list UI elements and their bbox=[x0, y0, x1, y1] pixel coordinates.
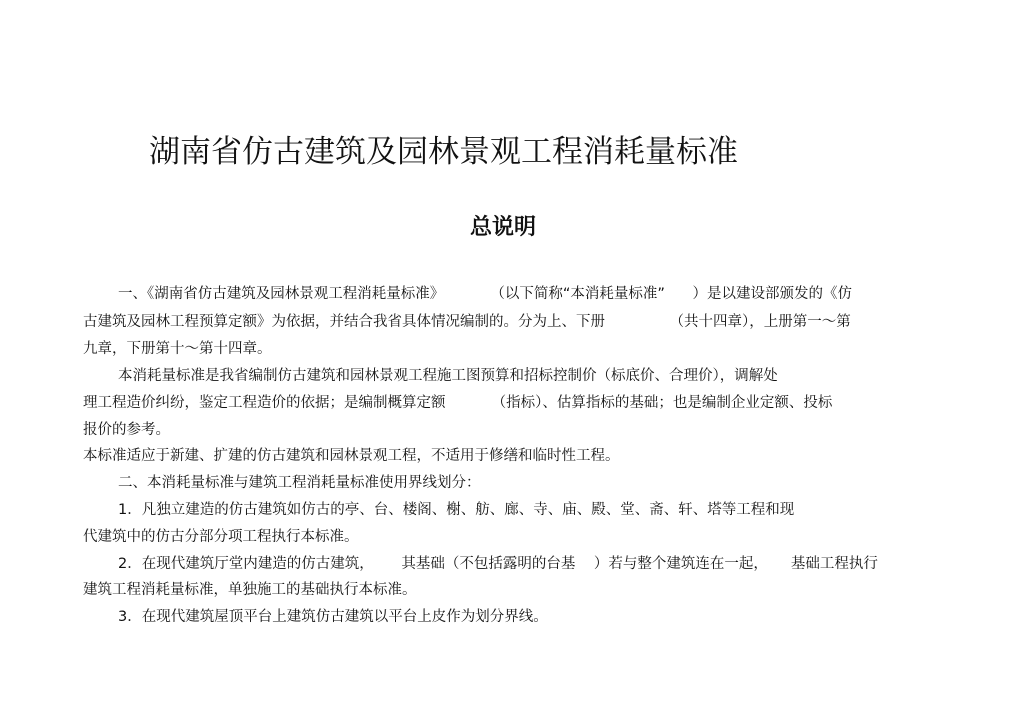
paragraph-line: 本消耗量标准是我省编制仿古建筑和园林景观工程施工图预算和招标控制价（标底价、合理价），调解处 bbox=[118, 368, 778, 384]
paragraph-line: 古建筑及园林工程预算定额》为依据，并结合我省具体情况编制的。分为上、下册 （共十四章），上册第一～第 bbox=[83, 314, 851, 330]
paragraph-line: 建筑工程消耗量标准，单独施工的基础执行本标准。 bbox=[83, 582, 417, 598]
paragraph-line: 理工程造价纠纷，鉴定工程造价的依据；是编制概算定额 （指标）、估算指标的基础；也是编制企业定额、投标 bbox=[83, 395, 833, 411]
document-title: 湖南省仿古建筑及园林景观工程消耗量标准 bbox=[149, 134, 738, 170]
paragraph-line: 2．在现代建筑厅堂内建造的仿古建筑， 其基础（不包括露明的台基 ）若与整个建筑连在一起， 基础工程执行 bbox=[118, 556, 878, 572]
section-heading: 总说明 bbox=[470, 215, 537, 240]
paragraph-line: 本标准适应于新建、扩建的仿古建筑和园林景观工程，不适用于修缮和临时性工程。 bbox=[83, 448, 620, 464]
paragraph-line: 代建筑中的仿古分部分项工程执行本标准。 bbox=[83, 529, 359, 545]
paragraph-line: 一、《湖南省仿古建筑及园林景观工程消耗量标准》 （以下简称“本消耗量标准” ）是以建设部颁发的《仿 bbox=[118, 286, 853, 302]
paragraph-line: 报价的参考。 bbox=[83, 422, 170, 438]
paragraph-line: 九章，下册第十～第十四章。 bbox=[83, 341, 272, 357]
paragraph-line: 3．在现代建筑屋顶平台上建筑仿古建筑以平台上皮作为划分界线。 bbox=[118, 609, 548, 625]
paragraph-line: 二、本消耗量标准与建筑工程消耗量标准使用界线划分： bbox=[118, 475, 481, 491]
paragraph-line: 1．凡独立建造的仿古建筑如仿古的亭、台、楼阁、榭、舫、廊、寺、庙、殿、堂、斋、轩、塔等工程和现 bbox=[118, 502, 795, 518]
